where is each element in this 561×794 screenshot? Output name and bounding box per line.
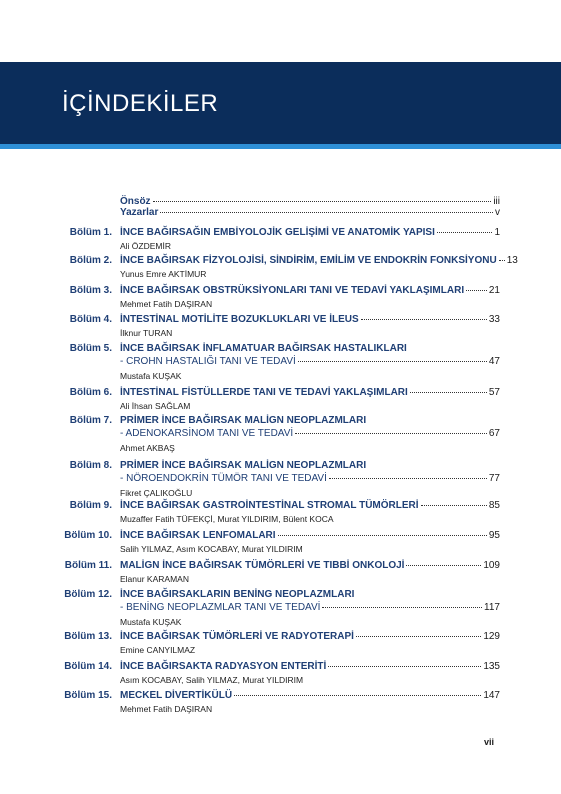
chapter-label: Bölüm 10. xyxy=(64,530,112,541)
chapter-label: Bölüm 1. xyxy=(69,227,112,238)
chapter-entry-page: 57 xyxy=(488,387,500,398)
chapter-entry-title: İNCE BAĞIRSAK LENFOMALARI xyxy=(120,530,276,541)
chapter-label: Bölüm 3. xyxy=(69,285,112,296)
dot-leader xyxy=(160,211,493,213)
chapter-subtitle-title: - ADENOKARSİNOM TANI VE TEDAVİ xyxy=(120,428,294,439)
chapter-authors: Mehmet Fatih DAŞIRAN xyxy=(120,704,213,714)
chapter-entry[interactable] xyxy=(120,227,500,238)
chapter-subtitle-title: - BENİNG NEOPLAZMLAR TANI VE TEDAVİ xyxy=(120,602,321,613)
chapter-entry-title: İNCE BAĞIRSAK OBSTRÜKSİYONLARI TANI VE TEDAVİ YAKLAŞIMLARI xyxy=(120,285,465,296)
chapter-authors: Muzaffer Fatih TÜFEKÇİ, Murat YILDIRIM, Bülent KOCA xyxy=(120,514,334,524)
chapter-subtitle[interactable] xyxy=(120,428,500,439)
chapter-subtitle-page: 117 xyxy=(484,602,500,613)
chapter-heading[interactable] xyxy=(120,415,500,426)
chapter-entry-page: 1 xyxy=(494,227,500,238)
chapter-entry-title: İNTESTİNAL FİSTÜLLERDE TANI VE TEDAVİ YAKLAŞIMLARI xyxy=(120,387,408,398)
page-title: İÇİNDEKİLER xyxy=(62,90,219,117)
chapter-subtitle-page: 47 xyxy=(488,356,500,367)
front-entry[interactable] xyxy=(120,207,500,218)
chapter-entry[interactable] xyxy=(120,690,500,701)
chapter-label: Bölüm 2. xyxy=(69,255,112,266)
chapter-authors: Ali İhsan SAĞLAM xyxy=(120,401,191,411)
chapter-entry-title: İNCE BAĞIRSAK FİZYOLOJİSİ, SİNDİRİM, EMİLİM VE ENDOKRİN FONKSİYONU xyxy=(120,255,497,266)
chapter-label: Bölüm 15. xyxy=(64,690,112,701)
dot-leader xyxy=(322,606,482,608)
chapter-title: İNCE BAĞIRSAK İNFLAMATUAR BAĞIRSAK HASTALIKLARI xyxy=(120,343,407,354)
dot-leader xyxy=(328,665,481,667)
chapter-authors: Mustafa KUŞAK xyxy=(120,617,182,627)
chapter-entry[interactable] xyxy=(120,661,500,672)
chapter-heading[interactable] xyxy=(120,343,500,354)
chapter-heading[interactable] xyxy=(120,460,500,471)
chapter-title: PRİMER İNCE BAĞIRSAK MALİGN NEOPLAZMLARI xyxy=(120,415,367,426)
chapter-label: Bölüm 14. xyxy=(64,661,112,672)
dot-leader xyxy=(329,477,487,479)
chapter-authors: Emine CANYILMAZ xyxy=(120,645,196,655)
dot-leader xyxy=(234,694,481,696)
chapter-entry-page: 85 xyxy=(488,500,500,511)
dot-leader xyxy=(499,259,505,261)
front-entry-title: Yazarlar xyxy=(120,207,159,218)
chapter-entry[interactable] xyxy=(120,530,500,541)
chapter-label: Bölüm 8. xyxy=(69,460,112,471)
front-entry-page: v xyxy=(495,207,500,218)
chapter-entry-title: İNCE BAĞIRSAĞIN EMBİYOLOJİK GELİŞİMİ VE ANATOMİK YAPISI xyxy=(120,227,435,238)
dot-leader xyxy=(278,534,487,536)
chapter-authors: İlknur TURAN xyxy=(120,328,173,338)
chapter-entry-page: 135 xyxy=(483,661,500,672)
dot-leader xyxy=(421,504,487,506)
chapter-entry-title: İNCE BAĞIRSAKTA RADYASYON ENTERİTİ xyxy=(120,661,327,672)
chapter-entry-page: 21 xyxy=(488,285,500,296)
chapter-authors: Mehmet Fatih DAŞIRAN xyxy=(120,299,213,309)
chapter-subtitle-title: - NÖROENDOKRİN TÜMÖR TANI VE TEDAVİ xyxy=(120,473,327,484)
chapter-entry-page: 33 xyxy=(488,314,500,325)
chapter-entry[interactable] xyxy=(120,285,500,296)
chapter-label: Bölüm 12. xyxy=(64,589,112,600)
chapter-entry-page: 95 xyxy=(488,530,500,541)
chapter-subtitle[interactable] xyxy=(120,473,500,484)
chapter-label: Bölüm 4. xyxy=(69,314,112,325)
dot-leader xyxy=(361,318,487,320)
dot-leader xyxy=(410,391,487,393)
chapter-authors: Asım KOCABAY, Salih YILMAZ, Murat YILDIRIM xyxy=(120,675,304,685)
chapter-subtitle-title: - CROHN HASTALIĞI TANI VE TEDAVİ xyxy=(120,356,296,367)
dot-leader xyxy=(406,564,481,566)
chapter-authors: Elanur KARAMAN xyxy=(120,574,189,584)
chapter-authors: Fikret ÇALIKOĞLU xyxy=(120,488,193,498)
front-entry[interactable] xyxy=(120,196,500,207)
chapter-entry-title: İNTESTİNAL MOTİLİTE BOZUKLUKLARI VE İLEUS xyxy=(120,314,359,325)
chapter-label: Bölüm 6. xyxy=(69,387,112,398)
chapter-entry[interactable] xyxy=(120,255,518,266)
chapter-label: Bölüm 11. xyxy=(64,560,112,571)
dot-leader xyxy=(298,360,487,362)
chapter-title: İNCE BAĞIRSAKLARIN BENİNG NEOPLAZMLARI xyxy=(120,589,355,600)
chapter-subtitle[interactable] xyxy=(120,602,500,613)
page-number: vii xyxy=(484,737,495,747)
chapter-label: Bölüm 7. xyxy=(69,415,112,426)
chapter-entry-title: MALİGN İNCE BAĞIRSAK TÜMÖRLERİ VE TIBBİ ONKOLOJİ xyxy=(120,560,405,571)
chapter-entry-page: 147 xyxy=(483,690,500,701)
dot-leader xyxy=(153,200,492,202)
dot-leader xyxy=(295,432,487,434)
chapter-entry-title: İNCE BAĞIRSAK GASTROİNTESTİNAL STROMAL TÜMÖRLERİ xyxy=(120,500,419,511)
dot-leader xyxy=(356,635,481,637)
chapter-label: Bölüm 13. xyxy=(64,631,112,642)
chapter-entry-title: İNCE BAĞIRSAK TÜMÖRLERİ VE RADYOTERAPİ xyxy=(120,631,354,642)
chapter-label: Bölüm 9. xyxy=(69,500,112,511)
chapter-entry[interactable] xyxy=(120,387,500,398)
chapter-label: Bölüm 5. xyxy=(69,343,112,354)
chapter-entry[interactable] xyxy=(120,500,500,511)
chapter-entry-page: 109 xyxy=(483,560,500,571)
chapter-authors: Salih YILMAZ, Asım KOCABAY, Murat YILDIRIM xyxy=(120,544,303,554)
front-entry-page: iii xyxy=(493,196,500,207)
chapter-subtitle[interactable] xyxy=(120,356,500,367)
dot-leader xyxy=(466,289,487,291)
chapter-heading[interactable] xyxy=(120,589,500,600)
chapter-subtitle-page: 67 xyxy=(488,428,500,439)
chapter-entry-title: MECKEL DİVERTİKÜLÜ xyxy=(120,690,233,701)
chapter-entry-page: 129 xyxy=(483,631,500,642)
chapter-entry[interactable] xyxy=(120,314,500,325)
dot-leader xyxy=(437,231,493,233)
chapter-authors: Ali ÖZDEMİR xyxy=(120,241,171,251)
chapter-authors: Yunus Emre AKTİMUR xyxy=(120,269,207,279)
chapter-authors: Mustafa KUŞAK xyxy=(120,371,182,381)
chapter-entry[interactable] xyxy=(120,631,500,642)
chapter-entry[interactable] xyxy=(120,560,500,571)
chapter-authors: Ahmet AKBAŞ xyxy=(120,443,175,453)
chapter-title: PRİMER İNCE BAĞIRSAK MALİGN NEOPLAZMLARI xyxy=(120,460,367,471)
front-entry-title: Önsöz xyxy=(120,196,151,207)
chapter-subtitle-page: 77 xyxy=(488,473,500,484)
chapter-entry-page: 13 xyxy=(506,255,518,266)
